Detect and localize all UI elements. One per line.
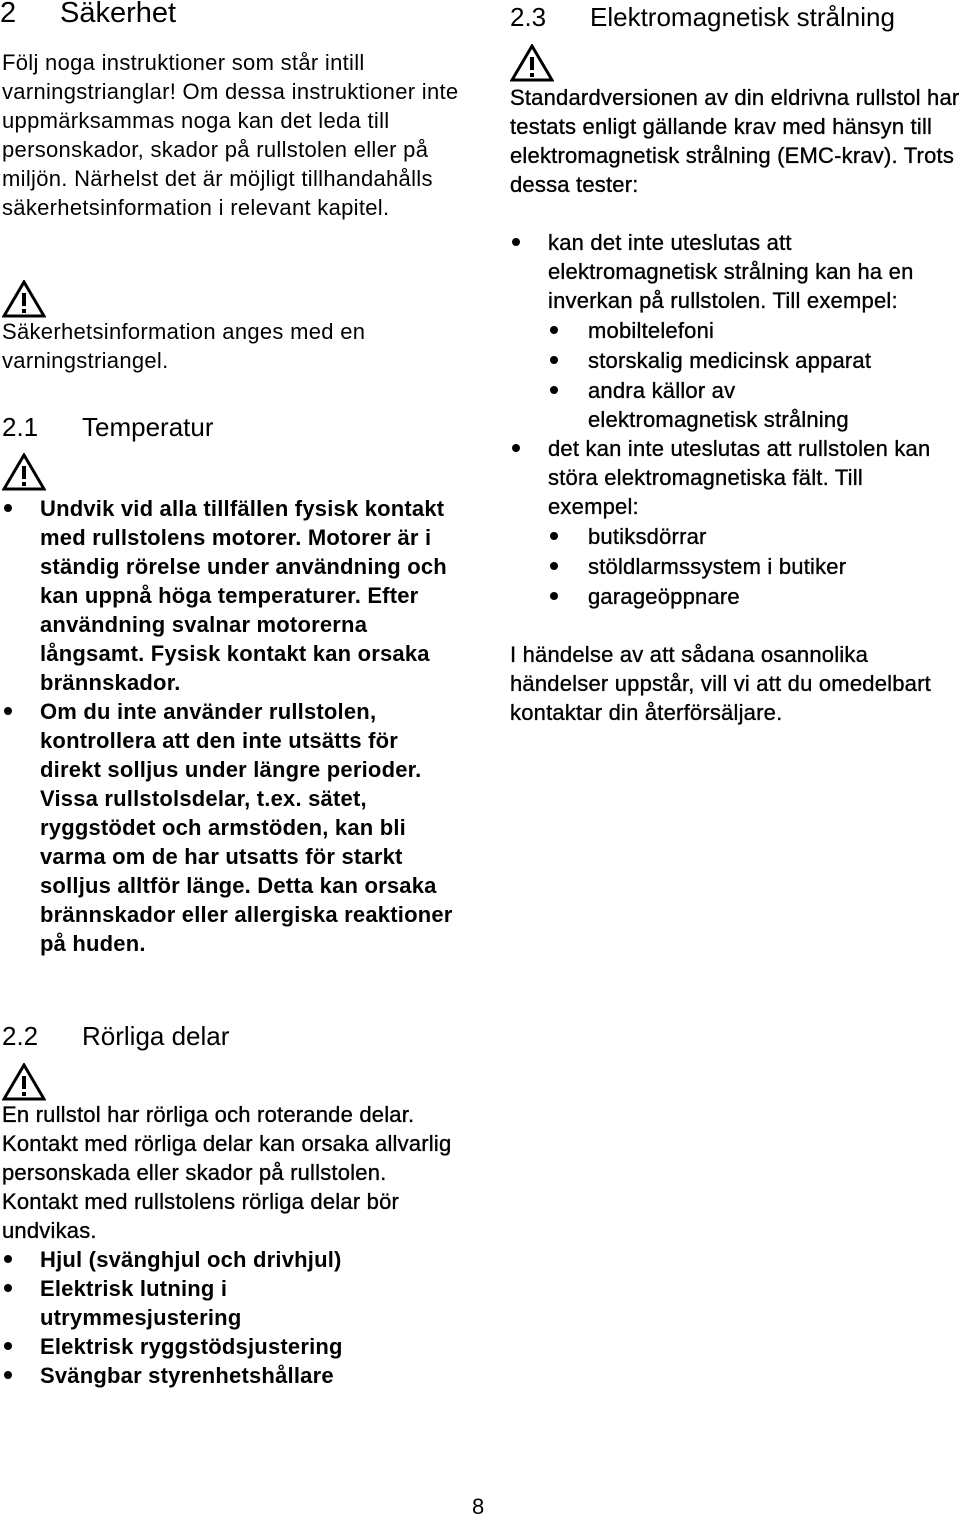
subsection-heading-2-2	[2, 1021, 229, 1052]
bullet-icon	[550, 562, 558, 570]
moving-parts-text: En rullstol har rörliga och roterande delar. Kontakt med rörliga delar kan orsaka allvarlig personskada eller skador på rullstolen. Kontakt med rullstolens rörliga delar bör undvikas.	[2, 1102, 452, 1243]
bullet-icon	[512, 444, 520, 452]
section-heading	[0, 0, 176, 30]
subsection-title: Rörliga delar	[82, 1021, 230, 1051]
subsection-number: 2.2	[2, 1021, 39, 1051]
list-item: garageöppnare	[548, 582, 960, 611]
warning-triangle-icon	[2, 1063, 46, 1101]
list-item: Om du inte använder rullstolen, kontrollera att den inte utsätts för direkt solljus under längre perioder. Vissa rullstolsdelar, t.ex. sätet, ryggstödet och armstöden, kan bli varma om de har utsatts för starkt solljus alltför länge. Detta kan orsaka brännskador eller allergiska reaktioner på huden.	[2, 697, 457, 958]
bullet-icon	[4, 1255, 12, 1263]
warning-note: Säkerhetsinformation anges med en varningstriangel.	[2, 319, 366, 373]
section-number: 2	[0, 0, 17, 29]
bullet-icon	[550, 356, 558, 364]
warning-triangle-icon	[510, 44, 554, 82]
section-title: Säkerhet	[60, 0, 177, 29]
list-item: butiksdörrar	[548, 522, 960, 551]
intro-paragraph: Följ noga instruktioner som står intill varningstrianglar! Om dessa instruktioner inte uppmärksammas noga kan det leda till personskador, skador på rullstolen eller på miljön. Närhelst det är möjligt tillhandahålls säkerhetsinformation i relevant kapitel.	[2, 50, 459, 220]
bullet-icon	[4, 1342, 12, 1350]
subsection-heading-2-1	[2, 412, 214, 443]
subsection-number: 2.1	[2, 412, 39, 442]
bullet-icon	[550, 386, 558, 394]
bullet-icon	[512, 238, 520, 246]
list-item: det kan inte uteslutas att rullstolen kan störa elektromagnetiska fält. Till exempel: butiksdörrar stöldlarmssystem i butiker garageöppnare	[510, 434, 960, 611]
subsection-heading-2-3	[510, 2, 895, 33]
emc-text: Standardversionen av din eldrivna rullstol har testats enligt gällande krav med hänsyn till elektromagnetisk strålning (EMC-krav). Trots dessa tester:	[510, 85, 960, 197]
list-item: storskalig medicinsk apparat	[548, 346, 960, 375]
list-item: andra källor av elektromagnetisk strålning	[548, 376, 960, 434]
warning-triangle-icon	[2, 280, 46, 318]
page-number: 8	[472, 1494, 485, 1519]
moving-parts-list	[2, 1245, 457, 1390]
subsection-title: Temperatur	[82, 412, 214, 442]
subsection-title: Elektromagnetisk strålning	[590, 2, 895, 32]
bullet-icon	[4, 707, 12, 715]
emc-closing: I händelse av att sådana osannolika händelser uppstår, vill vi att du omedelbart kontaktar din återförsäljare.	[510, 642, 931, 725]
subsection-number: 2.3	[510, 2, 547, 32]
emc-sublist-1	[548, 316, 960, 434]
temperature-list	[2, 494, 457, 958]
list-item: Elektrisk ryggstödsjustering	[2, 1332, 457, 1361]
warning-triangle-icon	[2, 453, 46, 491]
list-item: kan det inte uteslutas att elektromagnetisk strålning kan ha en inverkan på rullstolen. Till exempel: mobiltelefoni storskalig medicinsk apparat andra källor av elektromagnetisk strålning	[510, 228, 960, 434]
bullet-icon	[4, 1284, 12, 1292]
bullet-icon	[4, 1371, 12, 1379]
list-item: Svängbar styrenhetshållare	[2, 1361, 457, 1390]
emc-list	[510, 228, 960, 611]
bullet-icon	[550, 532, 558, 540]
bullet-icon	[4, 504, 12, 512]
list-item: stöldlarmssystem i butiker	[548, 552, 960, 581]
bullet-icon	[550, 326, 558, 334]
list-item: Elektrisk lutning i utrymmesjustering	[2, 1274, 457, 1332]
bullet-icon	[550, 592, 558, 600]
list-item: Undvik vid alla tillfällen fysisk kontakt med rullstolens motorer. Motorer är i ständig rörelse under användning och kan uppnå höga temperaturer. Efter användning svalnar motorerna långsamt. Fysisk kontakt kan orsaka brännskador.	[2, 494, 457, 697]
list-item: Hjul (svänghjul och drivhjul)	[2, 1245, 457, 1274]
list-item: mobiltelefoni	[548, 316, 960, 345]
emc-sublist-2	[548, 522, 960, 611]
